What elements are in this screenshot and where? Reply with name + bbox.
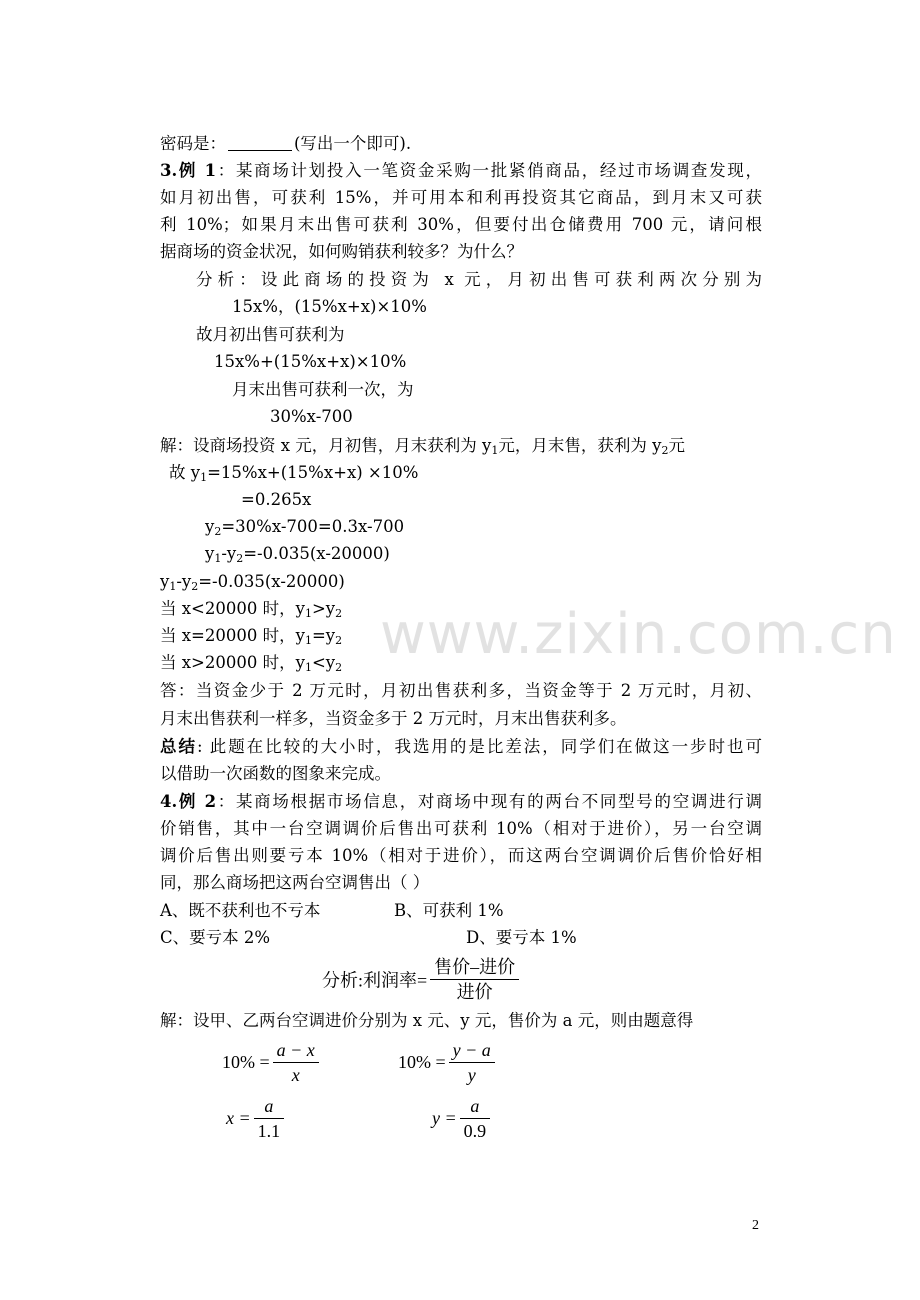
solution1-line5: $y_1-y_2=-0.035(x-20000)$: [205, 544, 390, 565]
solution1-line6: $y_1-y_2=-0.035(x-20000)$: [160, 572, 345, 593]
example2-line3: 调价后售出则要亏本 10%（相对于进价），而这两台空调调价后售价恰好相: [160, 846, 762, 865]
example1-line1: 3.例 1：某商场计划投入一笔资金采购一批紧俏商品，经过市场调查发现，: [160, 161, 762, 180]
equation-2: 10% = $\frac{y - a}{y}$: [398, 1038, 498, 1087]
analysis1-line4: 15x%+(15%x+x)×10%: [214, 352, 407, 371]
solution2-line1: 解：设甲、乙两台空调进价分别为 x 元、y 元，售价为 a 元，则由题意得: [160, 1011, 694, 1030]
option-b: B、可获利 1%: [394, 901, 504, 920]
summary-label: 总结: [160, 737, 197, 756]
example2-line2: 价销售，其中一台空调调价后售出可获利 10%（相对于进价），另一台空调: [160, 819, 762, 838]
password-label: 密码是：: [160, 134, 226, 153]
profit-rate-fraction: $\frac{\text{售价–进价}}{\text{进价}}$: [430, 955, 519, 1004]
watermark: www.zixin.com.cn: [380, 602, 897, 667]
summary-line1: 总结: 此题在比较的大小时，我选用的是比差法，同学们在做这一步时也可: [160, 737, 762, 756]
case-greater: 当 x>20000 时，$y_1<y_2$: [160, 653, 343, 674]
case-equal: 当 x=20000 时，$y_1=y_2$: [160, 626, 343, 647]
case-less: 当 x<20000 时，$y_1>y_2$: [160, 599, 343, 620]
example1-number: 3.例 1: [160, 161, 217, 180]
equation-1: 10% = $\frac{a - x}{x}$: [222, 1038, 322, 1087]
analysis1-line5: 月末出售可获利一次，为: [232, 380, 414, 399]
summary-line2: 以借助一次函数的图象来完成。: [160, 764, 391, 783]
answer-blank: [228, 136, 292, 151]
analysis1-line3: 故月初出售可获利为: [196, 325, 345, 344]
equation-4: y = $\frac{a}{0.9}$: [432, 1094, 493, 1143]
option-d: D、要亏本 1%: [466, 928, 577, 947]
profit-rate-label: 分析:利润率=: [322, 970, 428, 991]
option-a: A、既不获利也不亏本: [160, 901, 321, 920]
example2-line4: 同，那么商场把这两台空调售出（ ）: [160, 873, 430, 892]
profit-rate-formula: [322, 955, 522, 1004]
solution1-line2: 故 $y_1=15\%x+(15\%x+x) \times 10\%$: [169, 463, 419, 484]
password-hint: (写出一个即可).: [294, 134, 412, 153]
example1-line4: 据商场的资金状况，如何购销获利较多？为什么？: [160, 242, 523, 261]
password-line: [160, 133, 411, 155]
solution1-line4: $y_2=30\%x-700=0.3x-700$: [205, 517, 405, 538]
equation-3: x = $\frac{a}{1.1}$: [226, 1094, 287, 1143]
option-c: C、要亏本 2%: [160, 928, 271, 947]
example1-line3: 利 10%；如果月末出售可获利 30%，但要付出仓储费用 700 元，请问根: [160, 215, 762, 234]
solution1-line3: =0.265x: [241, 490, 312, 509]
solution1-line1: 解：设商场投资 x 元，月初售，月末获利为 $y_1$元，月末售，获利为 $y_2$元: [160, 436, 685, 457]
answer1-line2: 月末出售获利一样多，当资金多于 2 万元时，月末出售获利多。: [160, 709, 627, 728]
example2-line1: 4.例 2：某商场根据市场信息，对商场中现有的两台不同型号的空调进行调: [160, 792, 762, 811]
analysis1-line1: 分析：设此商场的投资为 x 元，月初出售可获利两次分别为: [196, 270, 762, 289]
page-number: 2: [752, 1218, 759, 1233]
example2-number: 4.例 2: [160, 792, 217, 811]
analysis1-line2: 15x%，(15%x+x)×10%: [232, 297, 427, 316]
example1-line2: 如月初出售，可获利 15%，并可用本和利再投资其它商品，到月末又可获: [160, 188, 762, 207]
answer1-line1: 答：当资金少于 2 万元时，月初出售获利多，当资金等于 2 万元时，月初、: [160, 681, 762, 700]
analysis1-line6: 30%x-700: [270, 407, 353, 426]
